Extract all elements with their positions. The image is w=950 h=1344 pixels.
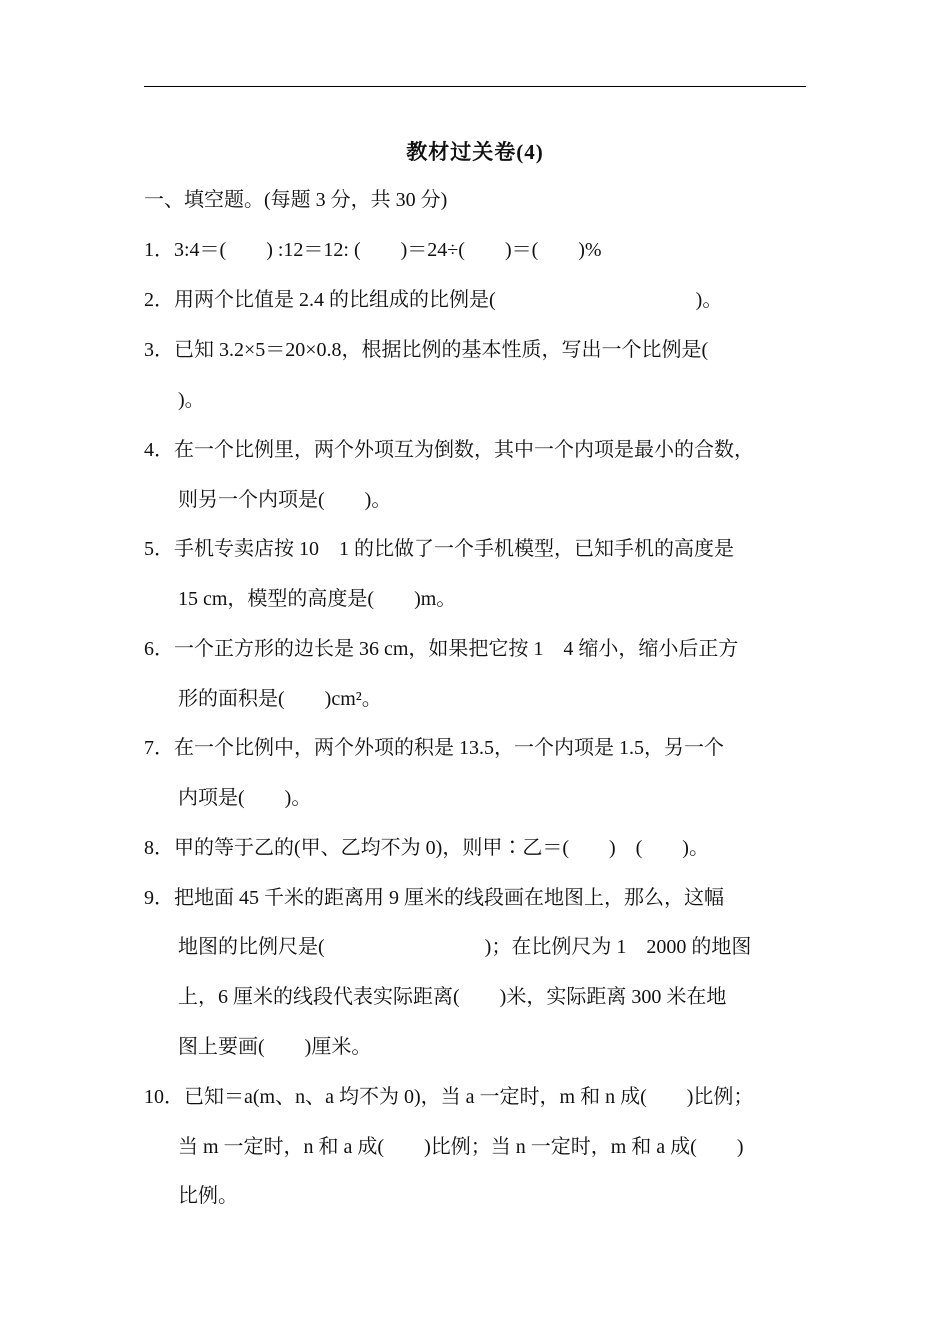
question-5-cont: 15 cm，模型的高度是( )m。 — [178, 588, 457, 610]
question-6-cont: 形的面积是( )cm²。 — [178, 688, 382, 710]
header-rule — [144, 86, 806, 87]
question-10-cont-2: 比例。 — [178, 1185, 238, 1207]
question-7: 7．在一个比例中，两个外项的积是 13.5，一个内项是 1.5，另一个 — [144, 737, 724, 759]
question-7-cont: 内项是( )。 — [178, 787, 312, 809]
question-9-cont-3: 图上要画( )厘米。 — [178, 1036, 372, 1058]
question-4: 4．在一个比例里，两个外项互为倒数，其中一个内项是最小的合数， — [144, 439, 754, 461]
question-3: 3．已知 3.2×5＝20×0.8，根据比例的基本性质，写出一个比例是( — [144, 339, 709, 361]
question-5: 5．手机专卖店按 10 1 的比做了一个手机模型，已知手机的高度是 — [144, 538, 734, 560]
page-title: 教材过关卷(4) — [406, 140, 544, 164]
question-9-cont-2: 上，6 厘米的线段代表实际距离( )米，实际距离 300 米在地 — [178, 986, 727, 1008]
question-9-cont-1: 地图的比例尺是( )；在比例尺为 1 2000 的地图 — [178, 936, 752, 958]
question-10-cont-1: 当 m 一定时，n 和 a 成( )比例；当 n 一定时，m 和 a 成( ) — [178, 1136, 744, 1158]
question-8: 8．甲的等于乙的(甲、乙均不为 0)，则甲∶乙＝( ) ( )。 — [144, 837, 709, 859]
question-9: 9．把地面 45 千米的距离用 9 厘米的线段画在地图上，那么，这幅 — [144, 887, 724, 909]
question-4-cont: 则另一个内项是( )。 — [178, 489, 392, 511]
section-heading: 一、填空题。(每题 3 分，共 30 分) — [144, 189, 448, 211]
question-10: 10．已知＝a(m、n、a 均不为 0)，当 a 一定时，m 和 n 成( )比例； — [144, 1086, 754, 1108]
question-3-cont: )。 — [178, 389, 205, 411]
question-2: 2．用两个比值是 2.4 的比组成的比例是( )。 — [144, 289, 723, 311]
question-1: 1．3:4＝( ) :12＝12: ( )＝24÷( )＝( )% — [144, 239, 602, 261]
question-6: 6．一个正方形的边长是 36 cm，如果把它按 1 4 缩小，缩小后正方 — [144, 638, 739, 660]
